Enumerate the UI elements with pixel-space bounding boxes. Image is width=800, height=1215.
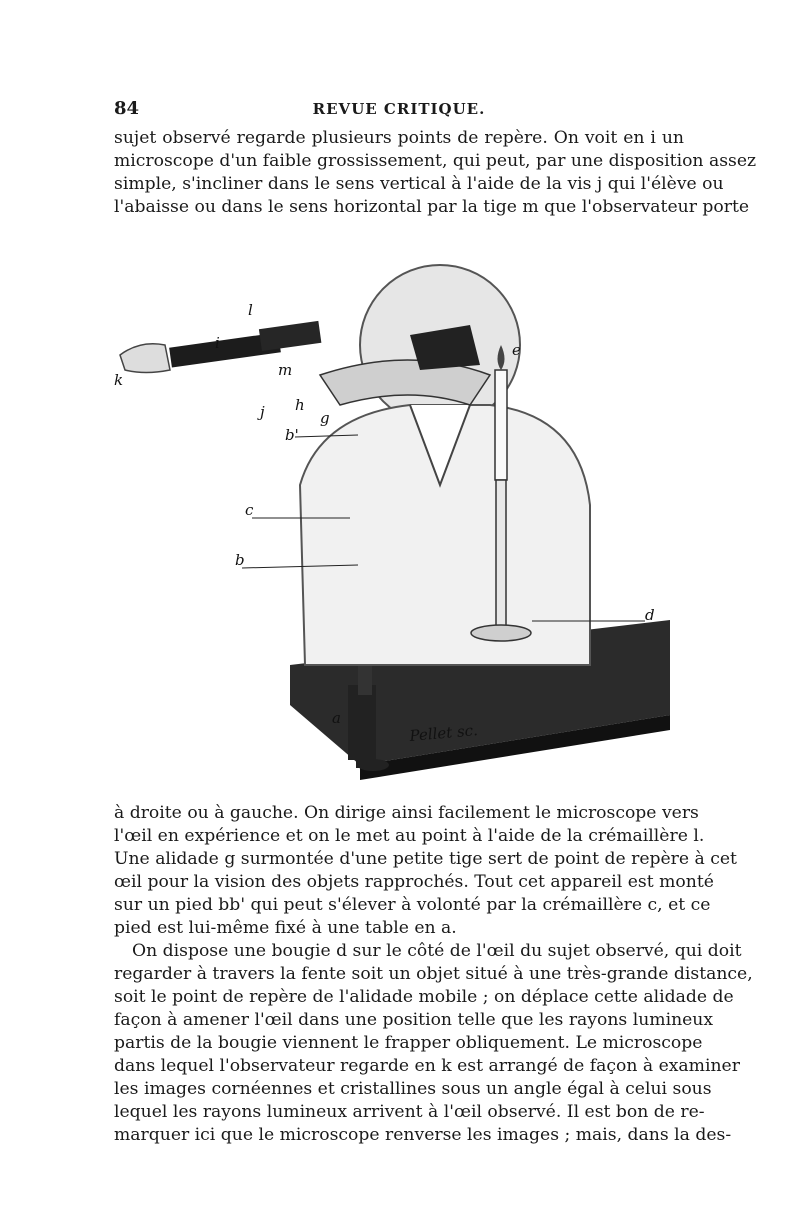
text-line: l'abaisse ou dans le sens horizontal par la tige m que l'observateur porte: [114, 197, 750, 217]
hand: [120, 344, 170, 373]
text-line: façon à amener l'œil dans une position telle que les rayons lumineux: [114, 1010, 714, 1030]
label-j: j: [260, 403, 265, 421]
running-head: [114, 98, 684, 120]
label-l: l: [248, 301, 253, 319]
table-clamp: [348, 685, 376, 760]
candle: [495, 370, 507, 480]
text-line: lequel les rayons lumineux arrivent à l'œil observé. Il est bon de re-: [114, 1102, 705, 1122]
page-number: 84: [114, 98, 140, 119]
label-d: d: [645, 606, 655, 624]
text-line: marquer ici que le microscope renverse les images ; mais, dans la des-: [114, 1125, 732, 1145]
text-line: pied est lui-même fixé à une table en a.: [114, 918, 457, 938]
clamp-screw: [357, 759, 389, 771]
text-line: Une alidade g surmontée d'une petite tige sert de point de repère à cet: [114, 849, 737, 869]
label-i: i: [215, 334, 220, 352]
paragraph-3: [114, 940, 753, 1147]
text-line: simple, s'incliner dans le sens vertical à l'aide de la vis j qui l'élève ou: [114, 174, 724, 194]
label-m: m: [278, 361, 293, 379]
apparatus-engraving: [110, 245, 700, 785]
candle-base: [471, 625, 531, 641]
text-line: regarder à travers la fente soit un objet situé à une très-grande distance,: [114, 964, 753, 984]
paragraph-2: [114, 802, 737, 940]
engraving-illustration: [110, 245, 700, 785]
label-e: e: [512, 341, 521, 359]
text-line: dans lequel l'observateur regarde en k est arrangé de façon à examiner: [114, 1056, 740, 1076]
paragraph-1: [114, 127, 757, 219]
text-line: les images cornéennes et cristallines sous un angle égal à celui sous: [114, 1079, 712, 1099]
text-line: œil pour la vision des objets rapprochés. Tout cet appareil est monté: [114, 872, 714, 892]
label-k: k: [114, 371, 124, 389]
label-b-prime: b': [285, 426, 299, 444]
text-line: l'œil en expérience et on le met au point à l'aide de la crémaillère l.: [114, 826, 705, 846]
label-g: g: [320, 409, 330, 427]
engraver-signature: Pellet sc.: [408, 721, 479, 745]
text-line: microscope d'un faible grossissement, qui peut, par une disposition assez: [114, 151, 757, 171]
text-line: On dispose une bougie d sur le côté de l'œil du sujet observé, qui doit: [132, 941, 742, 961]
label-b: b: [235, 551, 245, 569]
candlestick: [496, 480, 506, 630]
text-line: à droite ou à gauche. On dirige ainsi facilement le microscope vers: [114, 803, 699, 823]
text-line: sur un pied bb' qui peut s'élever à volonté par la crémaillère c, et ce: [114, 895, 711, 915]
label-a: a: [332, 709, 341, 727]
label-c: c: [245, 501, 254, 519]
microscope-body: [259, 321, 321, 351]
text-line: partis de la bougie viennent le frapper obliquement. Le microscope: [114, 1033, 703, 1053]
text-line: soit le point de repère de l'alidade mobile ; on déplace cette alidade de: [114, 987, 734, 1007]
running-title: REVUE CRITIQUE.: [312, 100, 486, 118]
label-h: h: [295, 396, 305, 414]
text-line: sujet observé regarde plusieurs points de repère. On voit en i un: [114, 128, 684, 148]
